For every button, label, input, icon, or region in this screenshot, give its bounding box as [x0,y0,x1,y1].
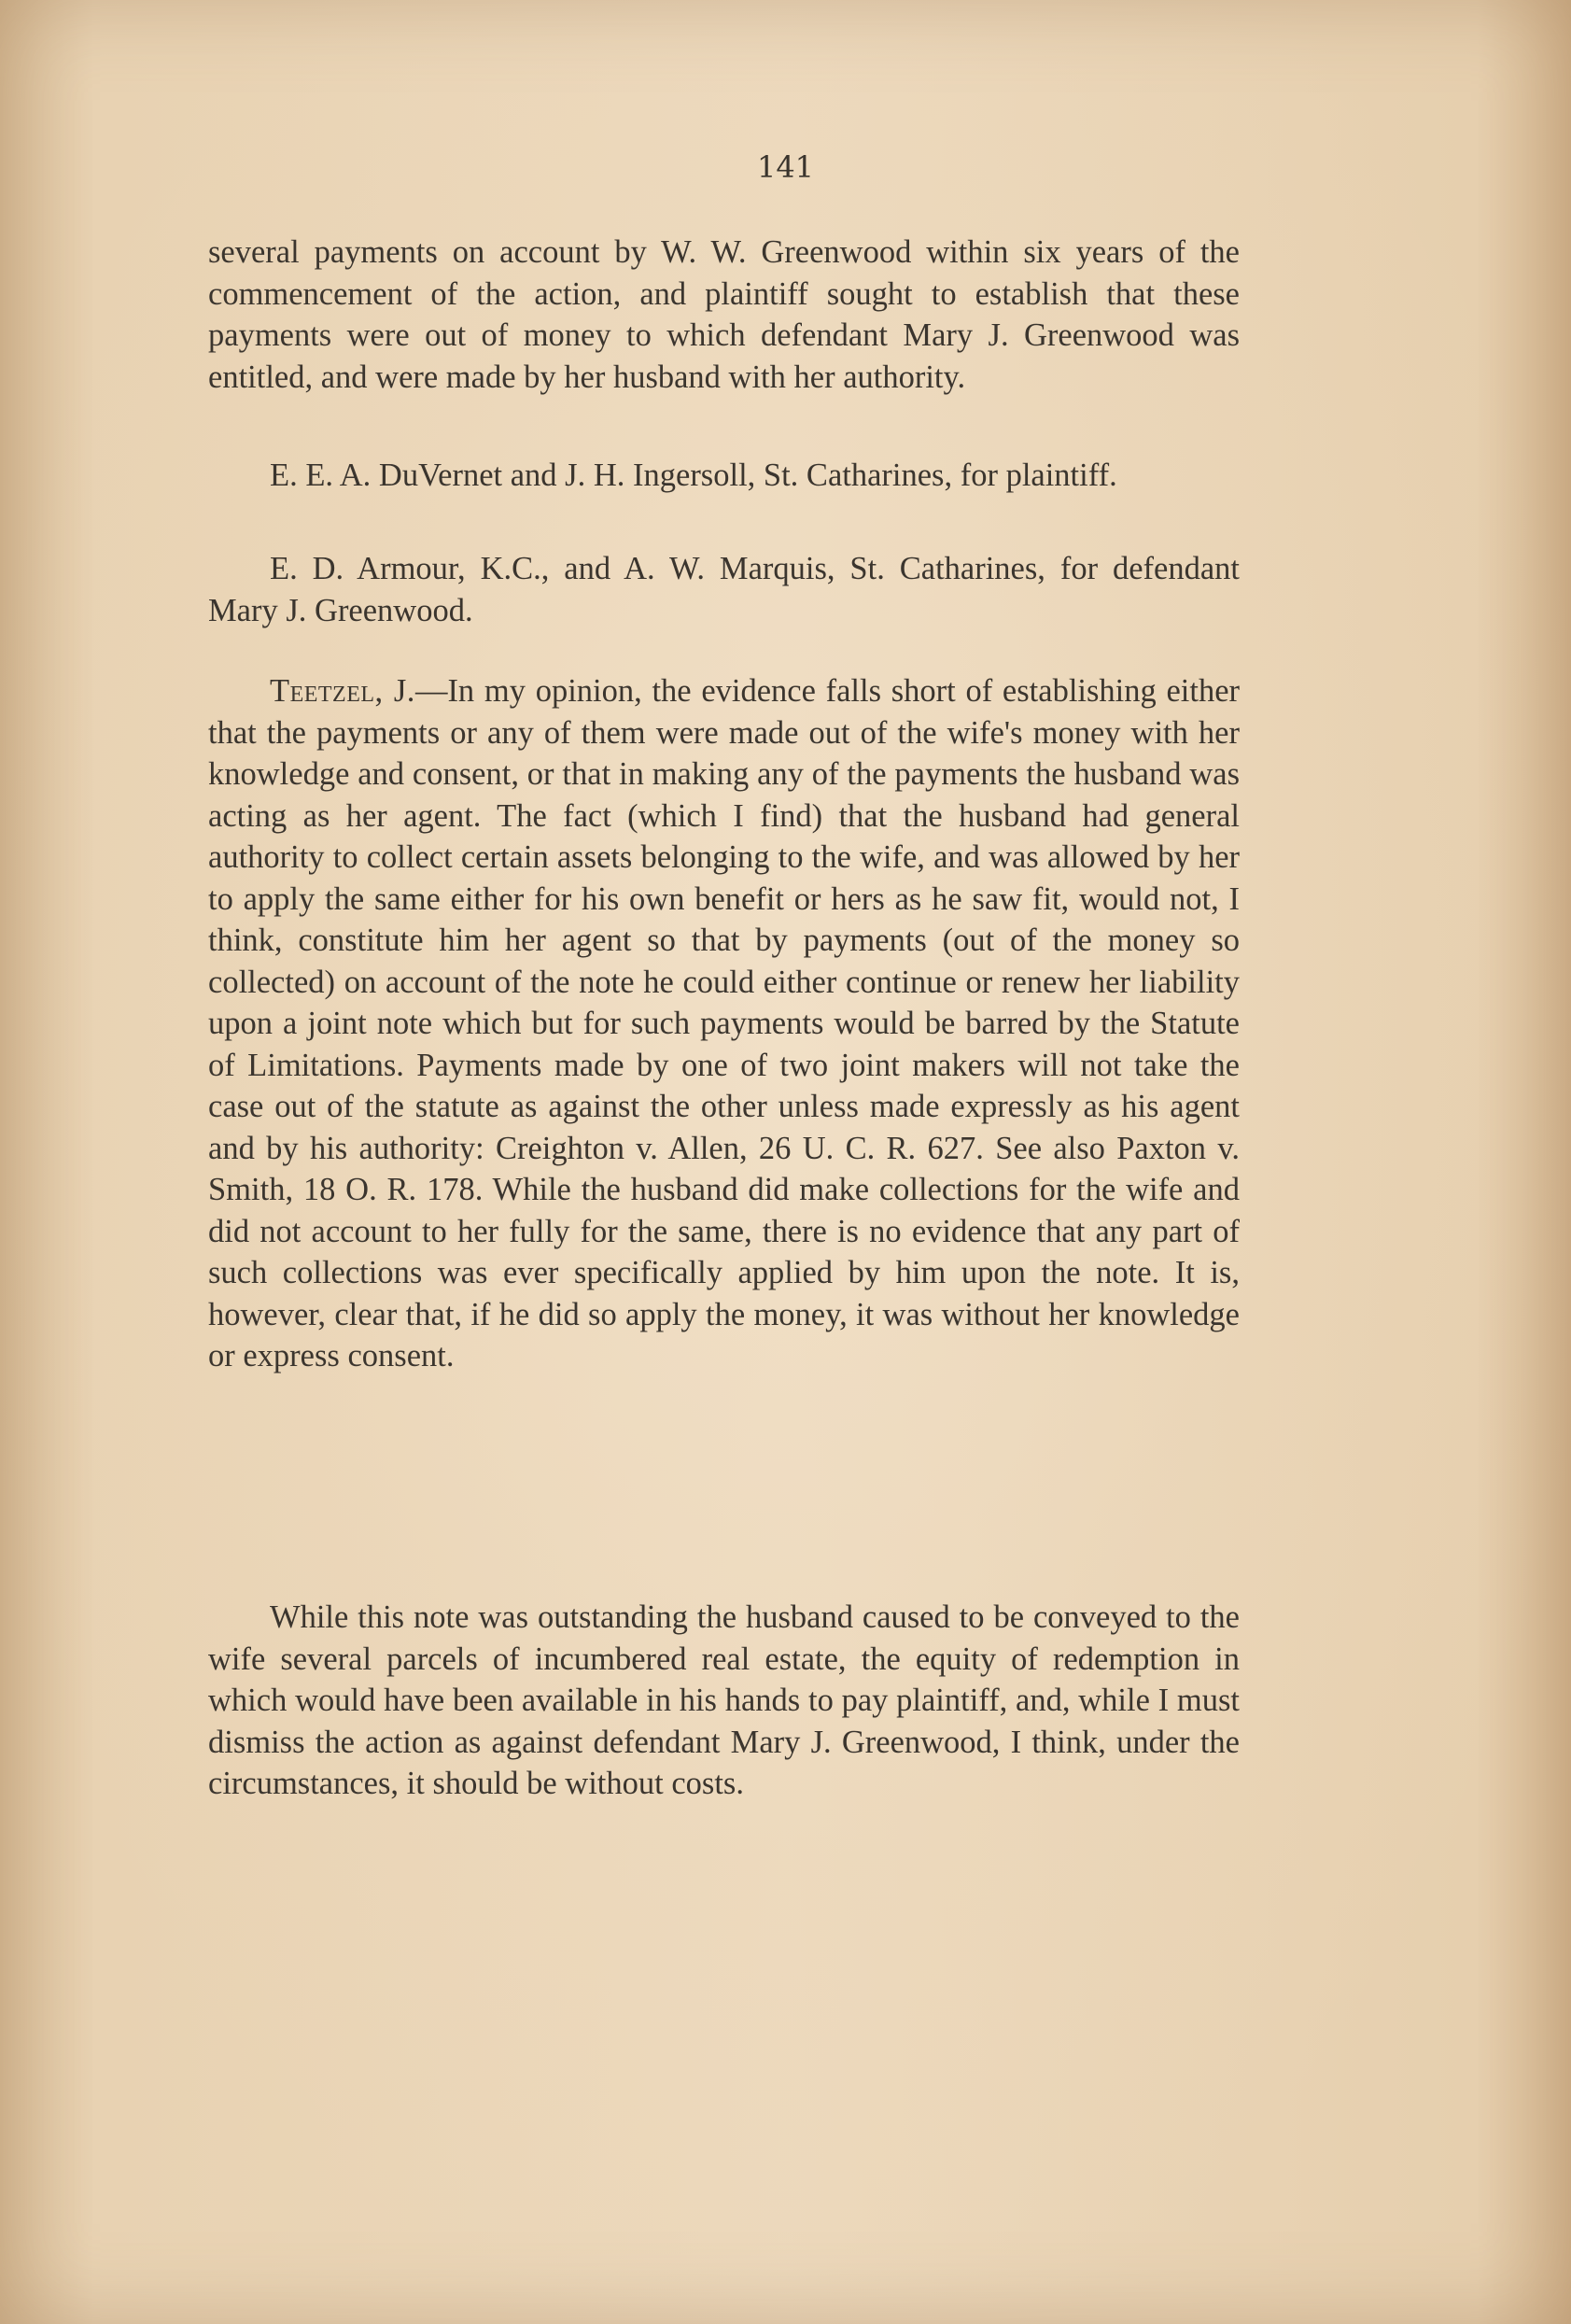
paragraph-conclusion: While this note was outstanding the husband caused to be conveyed to the wife several parcels of incumbered real estate, the equity of redemption in which would have been available in his hands to pay plaintiff, and, while I must dismiss the action as against defendant Mary J. Greenwood, I think, under the circumstances, it should be without costs. [208,1599,1240,1801]
judgment-text: —In my opinion, the evidence falls short of establishing either that the payments or any of them were made out of the wife's money with her knowledge and consent, or that in making any of the payments the husband was acting as her agent. The fact (which I find) that the husband had general authority to collect certain assets belonging to the wife, and was allowed by her to apply the same either for his own benefit or hers as he saw fit, would not, I think, constitute him her agent so that by payments (out of the money so collected) on account of the note he could either continue or renew her liability upon a joint note which but for such payments would be barred by the Statute of Limitations. Payments made by one of two joint makers will not take the case out of the statute as against the other unless made expressly as his agent and by his authority: Creighton v. Allen, 26 U. C. R. 627. See also Paxton v. Smith, 18 O. R. 178. While the husband did make collections for the wife and did not account to her fully for the same, there is no evidence that any part of such collections was ever specifically applied by him upon the note. It is, however, clear that, if he did so apply the money, it was without her knowledge or express consent. [208,673,1240,1373]
paragraph-intro: several payments on account by W. W. Greenwood within six years of the commencement of the action, and plaintiff sought to establish that these payments were out of money to which defendant Mary J. Greenwood was entitled, and were made by her husband with her authority. [208,234,1240,395]
paragraph-counsel-defendant: E. D. Armour, K.C., and A. W. Marquis, St. Catharines, for defendant Mary J. Greenwood. [208,551,1240,628]
judge-name: Teetzel, J. [270,673,415,709]
page-number: 141 [756,149,815,185]
paragraph-judgment [208,670,1240,1377]
paragraph-counsel-plaintiff: E. E. A. DuVernet and J. H. Ingersoll, St. Catharines, for plaintiff. [270,458,1117,493]
